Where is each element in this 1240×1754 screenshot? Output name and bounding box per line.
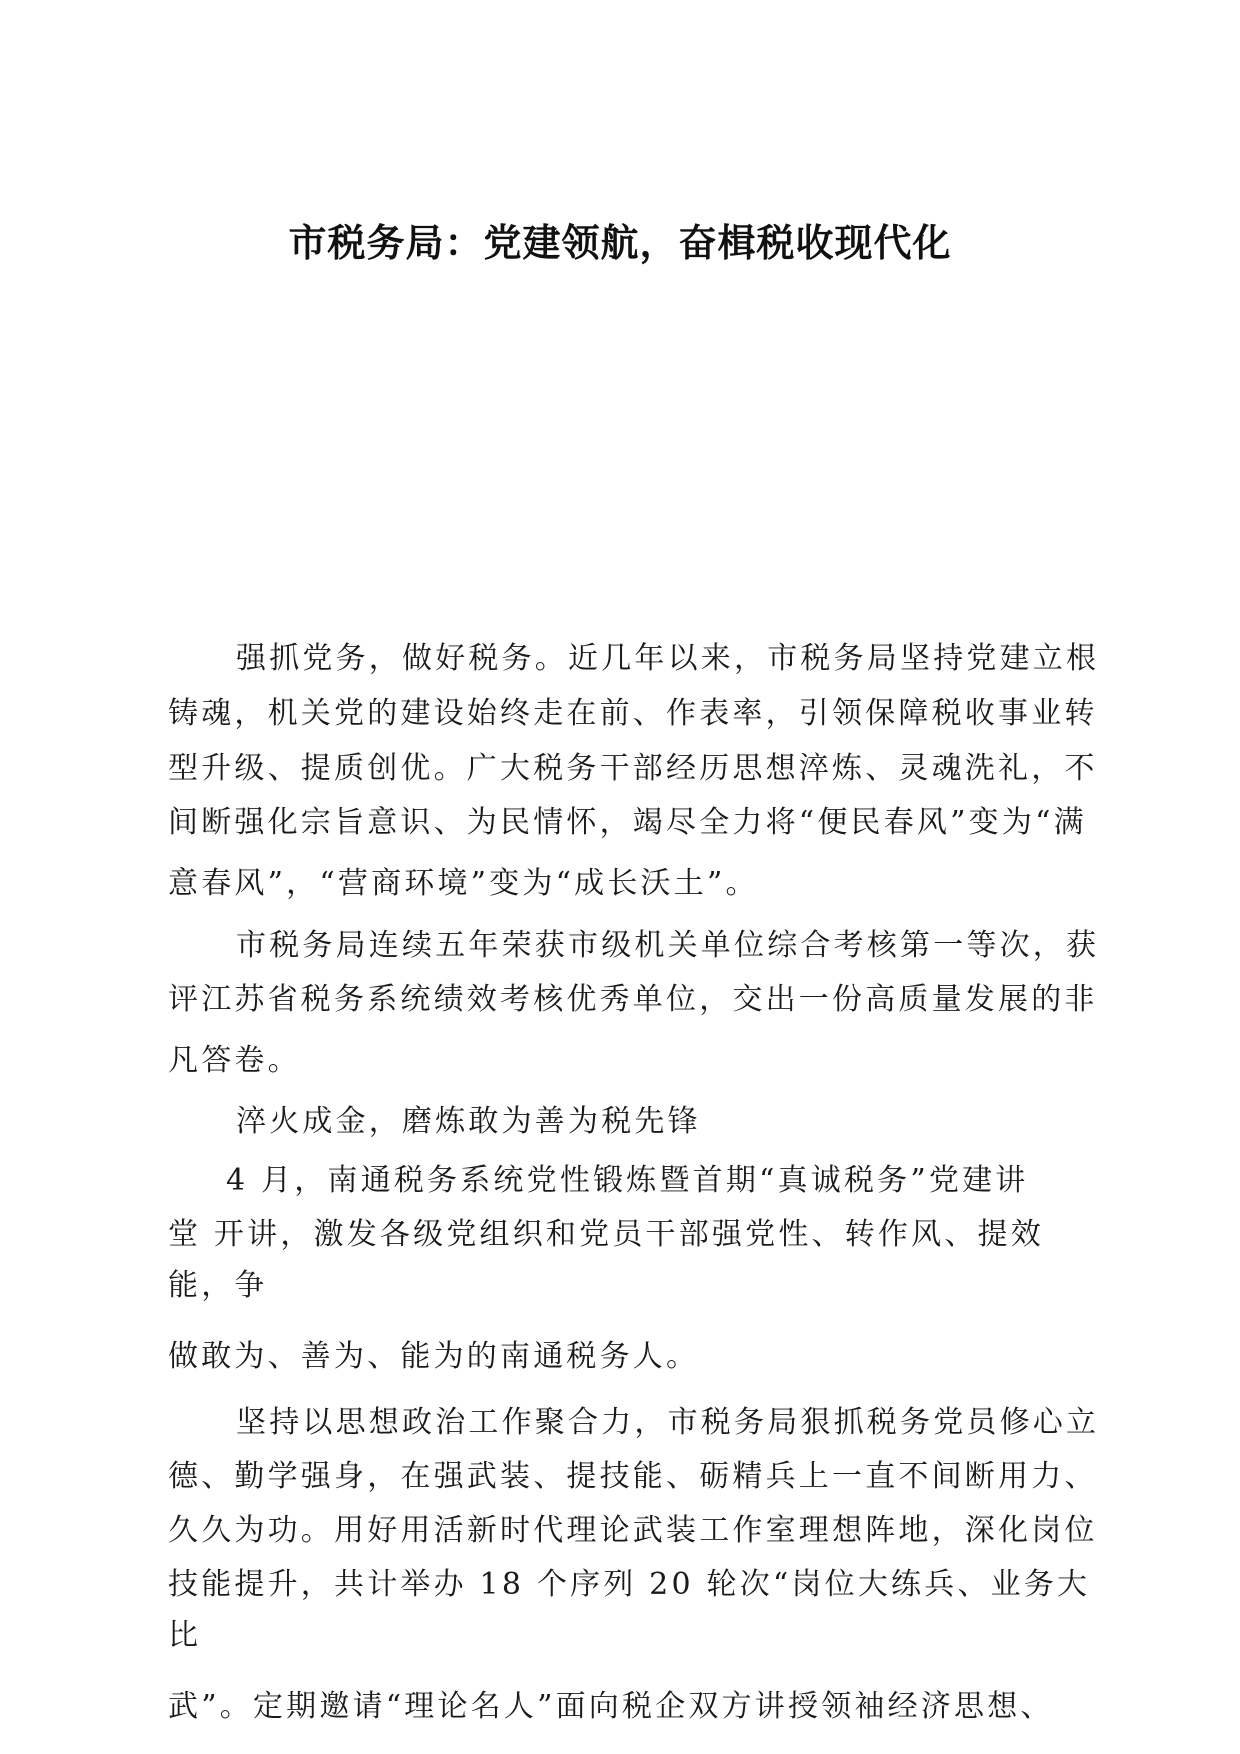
paragraph-line: 久久为功。用好用活新时代理论武装工作室理想阵地，深化岗位 xyxy=(168,1513,1098,1548)
paragraph-line: 比 xyxy=(168,1618,202,1653)
paragraph-line: 市税务局连续五年荣获市级机关单位综合考核第一等次，获 xyxy=(236,928,1100,963)
paragraph-line: 4 月，南通税务系统党性锻炼暨首期“真诚税务”党建讲 xyxy=(226,1163,1029,1198)
paragraph-line: 坚持以思想政治工作聚合力，市税务局狠抓税务党员修心立 xyxy=(236,1405,1100,1440)
paragraph-line: 型升级、提质创优。广大税务干部经历思想淬炼、灵魂洗礼，不 xyxy=(168,751,1098,786)
paragraph-line: 德、勤学强身，在强武装、提技能、砺精兵上一直不间断用力、 xyxy=(168,1459,1098,1494)
paragraph-line: 评江苏省税务系统绩效考核优秀单位，交出一份高质量发展的非 xyxy=(168,982,1098,1017)
paragraph-line: 间断强化宗旨意识、为民情怀，竭尽全力将“便民春风”变为“满 xyxy=(168,805,1087,840)
paragraph-line: 能，争 xyxy=(168,1268,268,1303)
paragraph-line: 凡答卷。 xyxy=(168,1043,301,1078)
section-heading: 淬火成金，磨炼敢为善为税先锋 xyxy=(236,1104,701,1139)
paragraph-line: 堂 开讲，激发各级党组织和党员干部强党性、转作风、提效 xyxy=(168,1217,1044,1252)
paragraph-line: 意春风”，“营商环境”变为“成长沃土”。 xyxy=(168,866,759,901)
paragraph-line: 铸魂，机关党的建设始终走在前、作表率，引领保障税收事业转 xyxy=(168,696,1098,731)
paragraph-line: 强抓党务，做好税务。近几年以来，市税务局坚持党建立根 xyxy=(236,641,1100,676)
paragraph-line: 做敢为、善为、能为的南通税务人。 xyxy=(168,1339,700,1374)
paragraph-line: 技能提升，共计举办 18 个序列 20 轮次“岗位大练兵、业务大 xyxy=(168,1567,1091,1602)
paragraph-line: 武”。定期邀请“理论名人”面向税企双方讲授领袖经济思想、 xyxy=(168,1689,1054,1724)
document-title: 市税务局：党建领航，奋楫税收现代化 xyxy=(288,221,952,265)
